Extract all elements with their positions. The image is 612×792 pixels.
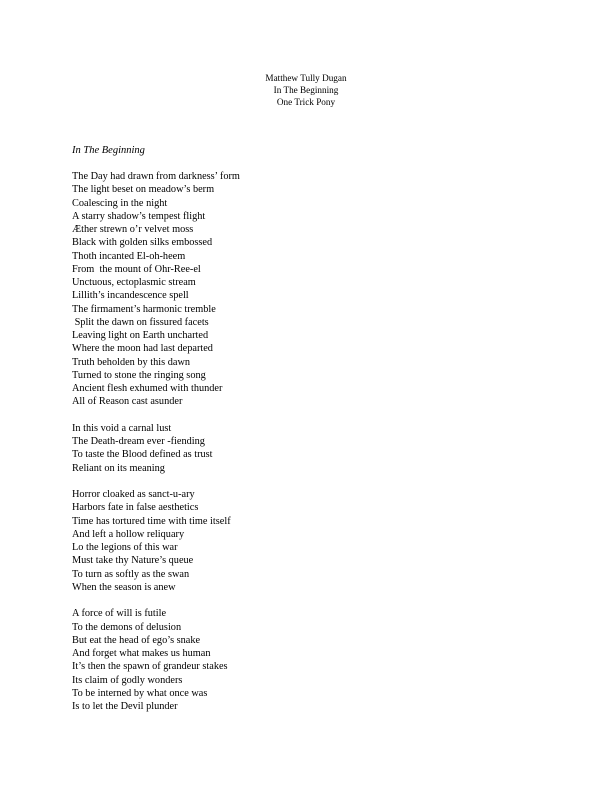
poem-line: Æther strewn o’r velvet moss [72,224,194,235]
poem-stanza [72,488,552,594]
poem-line: But eat the head of ego’s snake [72,634,201,646]
poem-stanza [72,170,552,409]
poem-line: It’s then the spawn of grandeur stakes [72,661,228,673]
poem-line: Where the moon had last departed [72,343,213,355]
poem-line: Horror cloaked as sanct-u-ary [72,489,195,500]
poem-line: Truth beholden by this dawn [72,356,191,368]
poem-line: Split the dawn on fissured facets [72,316,209,328]
poem-line: The Death-dream ever -fiending [72,436,205,447]
poem-line: To turn as softly as the swan [72,568,190,580]
poem-line: Turned to stone the ringing song [72,369,206,381]
poem-line: The firmament’s harmonic tremble [72,303,216,315]
poem-title: In The Beginning [72,145,145,156]
poem-line: Unctuous, ectoplasmic stream [72,277,196,288]
poem-line: From the mount of Ohr-Ree-el [72,263,201,275]
poem-line: Ancient flesh exhumed with thunder [72,383,223,394]
poem-line: Coalescing in the night [72,197,168,209]
poem-line: Lo the legions of this war [72,542,178,553]
author-name: Matthew Tully Dugan [265,73,347,83]
poem-line: Thoth incanted El-oh-heem [72,250,186,262]
poem-line: The light beset on meadow’s berm [72,184,215,196]
poem-stanza [72,607,552,713]
poem-line: Leaving light on Earth uncharted [72,330,209,341]
poem-line: Reliant on its meaning [72,462,165,474]
poem-line: To the demons of delusion [72,621,182,633]
poem-line: When the season is anew [72,581,176,593]
poem-line: Harbors fate in false aesthetics [72,502,199,514]
poem-line: And left a hollow reliquary [72,528,185,540]
collection-name: One Trick Pony [276,97,336,107]
poem-line: Lillith’s incandescence spell [72,290,189,302]
header-title: In The Beginning [273,85,339,95]
poem-line: To be interned by what once was [72,687,208,699]
poem-line: Black with golden silks embossed [72,237,213,249]
poem-line: Its claim of godly wonders [72,674,183,686]
poem-line: And forget what makes us human [72,648,211,659]
poem-line: A force of will is futile [72,608,167,620]
poem-stanza [72,422,552,475]
document-header [0,72,612,108]
poem-line: Is to let the Devil plunder [72,701,178,712]
poem-line: In this void a carnal lust [72,422,172,434]
poem-line: The Day had drawn from darkness’ form [72,171,240,182]
poem-line: To taste the Blood defined as trust [72,449,213,461]
poem-body [72,170,552,727]
poem-line: Must take thy Nature’s queue [72,555,194,567]
poem-line: All of Reason cast asunder [72,396,183,408]
poem-line: A starry shadow’s tempest flight [72,210,206,222]
poem-line: Time has tortured time with time itself [72,515,231,527]
